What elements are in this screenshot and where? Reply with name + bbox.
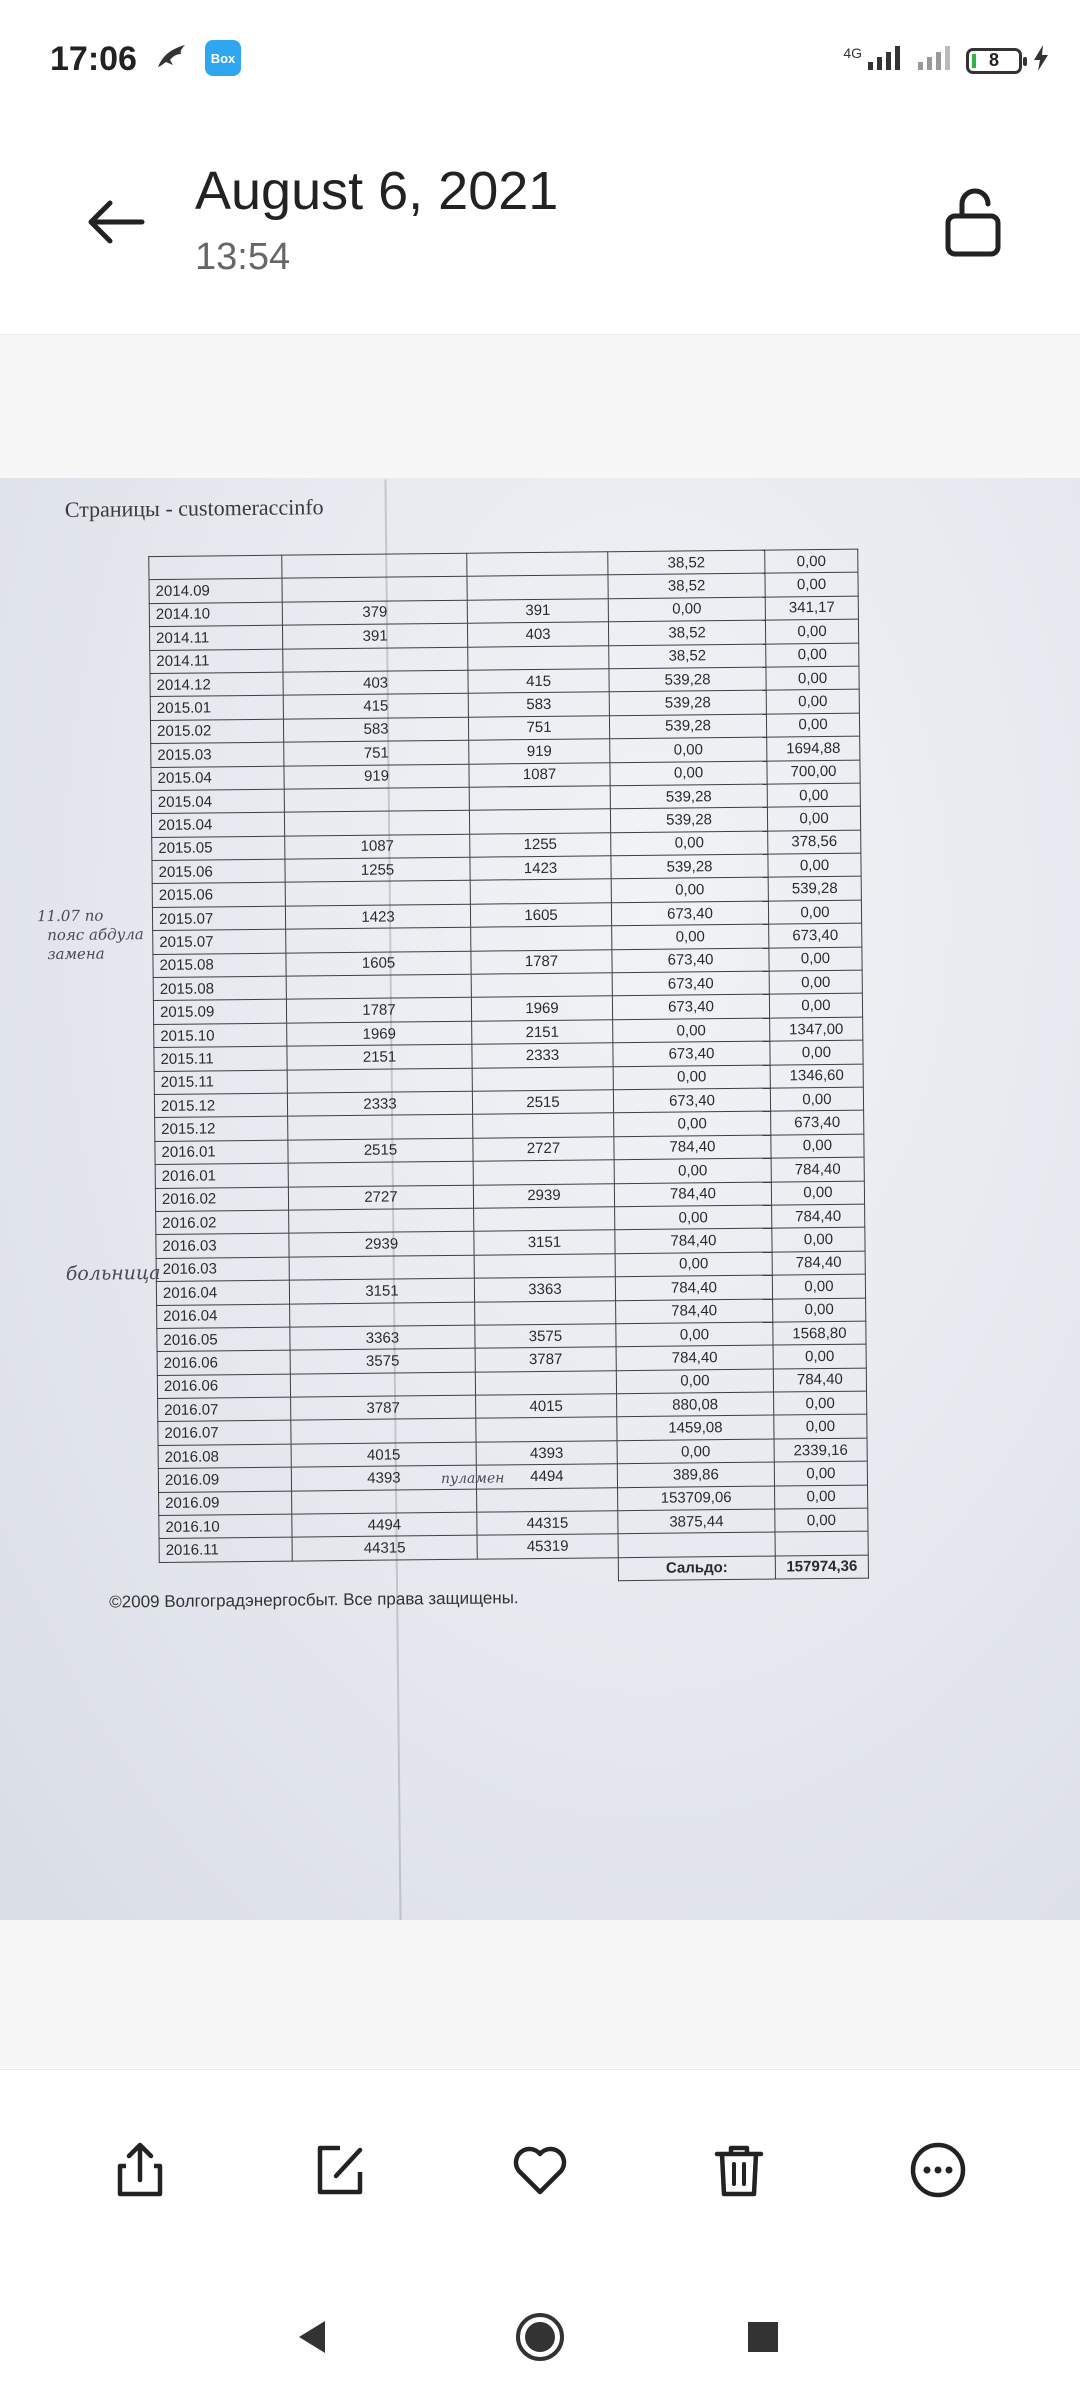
table-cell: [286, 974, 471, 999]
photo-viewer[interactable]: [0, 335, 1080, 2068]
table-cell: 1423: [470, 856, 611, 881]
unlock-icon: [938, 184, 1008, 260]
table-cell: 2015.12: [154, 1093, 287, 1118]
table-cell: 1087: [285, 834, 470, 859]
table-cell: [283, 647, 468, 672]
table-cell: 2016.07: [158, 1421, 291, 1446]
table-cell: 4494: [292, 1512, 477, 1537]
billing-table: [148, 549, 869, 1587]
table-cell: [472, 1066, 613, 1091]
document-header-text: Страницы - customeraccinfo: [64, 494, 324, 522]
table-cell: 4393: [291, 1465, 476, 1490]
table-cell: 2016.01: [155, 1140, 288, 1165]
table-cell: [618, 1532, 775, 1557]
table-cell: 415: [468, 669, 609, 694]
table-cell: 0,00: [613, 1065, 770, 1090]
table-cell: 0,00: [617, 1439, 774, 1464]
table-cell: 0,00: [613, 1018, 770, 1043]
table-cell: [282, 553, 467, 578]
table-cell: [471, 973, 612, 998]
table-cell: 378,56: [768, 830, 861, 854]
balance-label: Сальдо:: [618, 1556, 775, 1581]
table-cell: 1969: [287, 1021, 472, 1046]
home-circle-icon: [514, 2311, 566, 2363]
table-cell: 673,40: [613, 1088, 770, 1113]
share-icon: [110, 2140, 170, 2200]
document-photo[interactable]: [0, 478, 1080, 1920]
balance-value: 157974,36: [775, 1555, 868, 1579]
table-cell: 673,40: [769, 923, 862, 947]
table-cell: 415: [283, 694, 468, 719]
table-cell: [470, 879, 611, 904]
table-cell: 2015.05: [152, 836, 285, 861]
table-cell: 919: [469, 739, 610, 764]
table-cell: 0,00: [767, 806, 860, 830]
table-cell: 3575: [475, 1324, 616, 1349]
box-app-icon: Box: [205, 40, 241, 76]
table-cell: 391: [467, 599, 608, 624]
table-cell: [775, 1531, 868, 1555]
table-cell: 0,00: [765, 549, 858, 573]
table-cell: 0,00: [616, 1322, 773, 1347]
table-cell: 0,00: [766, 643, 859, 667]
table-cell: 2515: [472, 1090, 613, 1115]
table-cell: 880,08: [617, 1392, 774, 1417]
table-cell: 0,00: [611, 831, 768, 856]
handwritten-note: замена: [47, 944, 105, 964]
table-cell: [473, 1113, 614, 1138]
more-icon: [908, 2140, 968, 2200]
table-cell: 2016.06: [157, 1374, 290, 1399]
document-footer-text: ©2009 Волгоградэнергосбыт. Все права защищены.: [109, 1588, 519, 1612]
table-cell: 341,17: [765, 596, 858, 620]
system-navigation-bar: [0, 2270, 1080, 2400]
table-cell: 1087: [469, 762, 610, 787]
table-cell: 784,40: [614, 1182, 771, 1207]
table-cell: 0,00: [769, 994, 862, 1018]
table-cell: 0,00: [769, 947, 862, 971]
table-cell: [476, 1417, 617, 1442]
table-cell: 784,40: [614, 1135, 771, 1160]
table-cell: 2014.11: [149, 625, 282, 650]
table-cell: 403: [467, 622, 608, 647]
table-cell: 2016.04: [157, 1304, 290, 1329]
table-cell: 4015: [476, 1394, 617, 1419]
table-cell: 2016.07: [158, 1397, 291, 1422]
table-cell: 3363: [474, 1277, 615, 1302]
table-cell: 784,40: [615, 1275, 772, 1300]
table-cell: 673,40: [611, 901, 768, 926]
photo-time: 13:54: [195, 236, 291, 278]
handwritten-note: пуламен: [440, 1470, 505, 1488]
table-cell: 583: [283, 717, 468, 742]
table-cell: 539,28: [768, 877, 861, 901]
table-cell: 2939: [473, 1183, 614, 1208]
network-type-label: 4G: [843, 44, 862, 61]
table-cell: 0,00: [608, 597, 765, 622]
table-cell: 2016.02: [155, 1187, 288, 1212]
table-cell: 1568,80: [773, 1321, 866, 1345]
table-cell: 0,00: [616, 1369, 773, 1394]
table-cell: [475, 1300, 616, 1325]
handwritten-note: пояс абдула: [47, 925, 144, 945]
table-cell: 2015.10: [154, 1023, 287, 1048]
table-cell: [469, 786, 610, 811]
table-cell: 1787: [286, 998, 471, 1023]
table-cell: 2014.09: [149, 579, 282, 604]
table-cell: [289, 1208, 474, 1233]
table-cell: 583: [468, 692, 609, 717]
table-cell: 2015.07: [153, 929, 286, 954]
table-cell: 2339,16: [774, 1438, 867, 1462]
table-cell: 539,28: [609, 690, 766, 715]
table-cell: 539,28: [609, 714, 766, 739]
table-cell: 2151: [287, 1044, 472, 1069]
table-cell: 403: [283, 670, 468, 695]
table-cell: 391: [282, 623, 467, 648]
table-cell: 2014.12: [150, 672, 283, 697]
back-triangle-icon: [293, 2317, 333, 2357]
table-cell: 2015.04: [151, 789, 284, 814]
favorite-icon: [510, 2140, 570, 2200]
table-cell: 0,00: [773, 1344, 866, 1368]
table-cell: 379: [282, 600, 467, 625]
table-cell: 0,00: [615, 1205, 772, 1230]
table-cell: 2016.05: [157, 1327, 290, 1352]
table-cell: 2016.06: [157, 1350, 290, 1375]
table-cell: 0,00: [770, 1040, 863, 1064]
table-cell: 2015.03: [151, 742, 284, 767]
table-cell: 2015.08: [153, 976, 286, 1001]
table-cell: 673,40: [612, 995, 769, 1020]
photo-actions-toolbar: [0, 2069, 1080, 2271]
table-cell: 0,00: [765, 619, 858, 643]
table-cell: [290, 1372, 475, 1397]
table-cell: 0,00: [768, 900, 861, 924]
table-cell: 44315: [292, 1536, 477, 1561]
table-cell: 0,00: [775, 1485, 868, 1509]
table-cell: 1969: [471, 996, 612, 1021]
table-cell: [292, 1489, 477, 1514]
table-cell: 0,00: [774, 1461, 867, 1485]
table-cell: [287, 1068, 472, 1093]
table-cell: 2014.10: [149, 602, 282, 627]
table-cell: 3151: [474, 1230, 615, 1255]
table-cell: 0,00: [772, 1274, 865, 1298]
table-cell: 3875,44: [618, 1509, 775, 1534]
status-bar: [0, 0, 1080, 128]
table-cell: 0,00: [614, 1158, 771, 1183]
back-button[interactable]: [80, 186, 152, 258]
table-cell: 38,52: [609, 644, 766, 669]
charging-icon: [1032, 44, 1050, 77]
table-cell: 0,00: [774, 1415, 867, 1439]
table-cell: [468, 645, 609, 670]
photo-header: [0, 128, 1080, 335]
table-cell: 2727: [473, 1136, 614, 1161]
table-cell: [282, 577, 467, 602]
nav-home-button[interactable]: [505, 2302, 575, 2372]
table-cell: 3787: [291, 1395, 476, 1420]
table-cell: 1423: [285, 904, 470, 929]
table-cell: [469, 809, 610, 834]
table-cell: 539,28: [610, 784, 767, 809]
table-cell: 2015.08: [153, 953, 286, 978]
table-cell: 4393: [476, 1441, 617, 1466]
table-cell: 2016.09: [159, 1491, 292, 1516]
table-cell: 2015.02: [150, 719, 283, 744]
table-cell: [149, 555, 282, 580]
table-cell: 673,40: [612, 948, 769, 973]
table-cell: [291, 1419, 476, 1444]
table-cell: 0,00: [766, 666, 859, 690]
table-cell: 3575: [290, 1348, 475, 1373]
table-cell: [290, 1302, 475, 1327]
table-cell: 38,52: [608, 550, 765, 575]
table-cell: 2015.06: [152, 859, 285, 884]
table-cell: 0,00: [765, 573, 858, 597]
table-cell: 2016.11: [159, 1538, 292, 1563]
table-cell: 539,28: [609, 667, 766, 692]
table-cell: [475, 1370, 616, 1395]
table-cell: [288, 1115, 473, 1140]
table-cell: 700,00: [767, 760, 860, 784]
table-cell: 0,00: [766, 713, 859, 737]
table-cell: 2016.03: [156, 1233, 289, 1258]
table-cell: 44315: [477, 1511, 618, 1536]
table-cell: 1787: [471, 949, 612, 974]
table-cell: 539,28: [611, 854, 768, 879]
table-cell: 0,00: [768, 853, 861, 877]
page-title: August 6, 2021: [195, 161, 559, 221]
status-notification-icons: [155, 40, 241, 76]
table-cell: 1255: [470, 832, 611, 857]
table-cell: 2015.09: [153, 1000, 286, 1025]
table-cell: 0,00: [771, 1134, 864, 1158]
table-cell: 0,00: [610, 761, 767, 786]
table-cell: [288, 1161, 473, 1186]
table-cell: 3151: [289, 1278, 474, 1303]
table-cell: 0,00: [771, 1181, 864, 1205]
delete-icon: [709, 2140, 769, 2200]
table-cell: 2016.04: [156, 1280, 289, 1305]
table-cell: 0,00: [610, 737, 767, 762]
table-cell: 539,28: [610, 807, 767, 832]
table-cell: 1346,60: [770, 1064, 863, 1088]
table-cell: 2016.08: [158, 1444, 291, 1469]
table-cell: 673,40: [612, 971, 769, 996]
handwritten-note: больница: [65, 1261, 161, 1285]
table-cell: [474, 1253, 615, 1278]
table-cell: 2015.04: [151, 812, 284, 837]
table-cell: 38,52: [608, 620, 765, 645]
table-cell: 2727: [288, 1185, 473, 1210]
favorite-button[interactable]: [490, 2120, 590, 2220]
signal-4g-icon: [866, 44, 906, 77]
table-cell: 784,40: [772, 1204, 865, 1228]
handwritten-note: 11.07 по: [36, 906, 104, 926]
lock-button[interactable]: [938, 184, 1008, 260]
table-cell: 0,00: [614, 1111, 771, 1136]
battery-icon: [966, 48, 1022, 74]
share-button[interactable]: [90, 2120, 190, 2220]
table-cell: 919: [284, 764, 469, 789]
table-cell: 0,00: [770, 1087, 863, 1111]
table-cell: [477, 1487, 618, 1512]
edit-button[interactable]: [290, 2120, 390, 2220]
table-cell: [286, 927, 471, 952]
table-cell: 673,40: [771, 1110, 864, 1134]
table-cell: 0,00: [766, 689, 859, 713]
table-cell: 3363: [290, 1325, 475, 1350]
table-cell: 153709,06: [618, 1486, 775, 1511]
table-cell: 0,00: [773, 1298, 866, 1322]
table-cell: 784,40: [616, 1345, 773, 1370]
table-cell: 2151: [472, 1020, 613, 1045]
table-cell: 784,40: [615, 1228, 772, 1253]
table-cell: 38,52: [608, 574, 765, 599]
table-cell: 751: [468, 715, 609, 740]
edit-icon: [310, 2140, 370, 2200]
table-cell: 3787: [475, 1347, 616, 1372]
table-cell: 1459,08: [617, 1416, 774, 1441]
table-cell: 2333: [472, 1043, 613, 1068]
table-cell: 389,86: [617, 1462, 774, 1487]
table-cell: 2015.11: [154, 1070, 287, 1095]
table-cell: [474, 1207, 615, 1232]
arrow-left-icon: [80, 186, 152, 258]
table-cell: 2016.01: [155, 1163, 288, 1188]
nav-back-button[interactable]: [278, 2302, 348, 2372]
table-cell: 0,00: [615, 1252, 772, 1277]
table-cell: 0,00: [767, 783, 860, 807]
table-cell: 2016.09: [158, 1467, 291, 1492]
table-cell: 784,40: [773, 1368, 866, 1392]
table-cell: 1605: [286, 951, 471, 976]
table-cell: 784,40: [616, 1299, 773, 1324]
table-cell: 751: [284, 740, 469, 765]
table-cell: 784,40: [772, 1251, 865, 1275]
table-cell: 2015.06: [152, 883, 285, 908]
table-cell: 2939: [289, 1232, 474, 1257]
table-cell: 2333: [287, 1091, 472, 1116]
table-cell: [471, 926, 612, 951]
table-cell: 1605: [470, 903, 611, 928]
table-cell: 0,00: [612, 924, 769, 949]
table-cell: 2014.11: [150, 649, 283, 674]
recents-square-icon: [743, 2317, 783, 2357]
table-cell: 2016.10: [159, 1514, 292, 1539]
table-cell: 1694,88: [767, 736, 860, 760]
table-cell: 2015.07: [152, 906, 285, 931]
table-cell: [473, 1160, 614, 1185]
table-cell: [467, 575, 608, 600]
dolphin-icon: [155, 41, 191, 76]
table-cell: 2515: [288, 1138, 473, 1163]
table-cell: 0,00: [769, 970, 862, 994]
table-cell: 2015.04: [151, 766, 284, 791]
table-cell: 2015.11: [154, 1046, 287, 1071]
table-cell: 2015.12: [155, 1117, 288, 1142]
table-cell: [467, 552, 608, 577]
signal-icon: [916, 44, 956, 77]
nav-recents-button[interactable]: [728, 2302, 798, 2372]
more-button[interactable]: [888, 2120, 988, 2220]
table-cell: [284, 811, 469, 836]
table-cell: 673,40: [613, 1041, 770, 1066]
battery-level: 8: [988, 50, 999, 70]
table-cell: 2016.02: [156, 1210, 289, 1235]
table-cell: 0,00: [774, 1391, 867, 1415]
status-time: 17:06: [50, 40, 137, 78]
table-cell: [289, 1255, 474, 1280]
delete-button[interactable]: [689, 2120, 789, 2220]
table-cell: 2016.03: [156, 1257, 289, 1282]
table-cell: 4494: [476, 1464, 617, 1489]
table-cell: [284, 787, 469, 812]
table-cell: 1255: [285, 857, 470, 882]
table-cell: 0,00: [772, 1227, 865, 1251]
table-cell: 2015.01: [150, 696, 283, 721]
table-cell: 4015: [291, 1442, 476, 1467]
table-cell: 784,40: [771, 1157, 864, 1181]
table-cell: 0,00: [611, 878, 768, 903]
table-cell: [285, 881, 470, 906]
status-system-icons: [843, 44, 1050, 77]
table-cell: 45319: [477, 1534, 618, 1559]
table-cell: 1347,00: [770, 1017, 863, 1041]
table-cell: 0,00: [775, 1508, 868, 1532]
